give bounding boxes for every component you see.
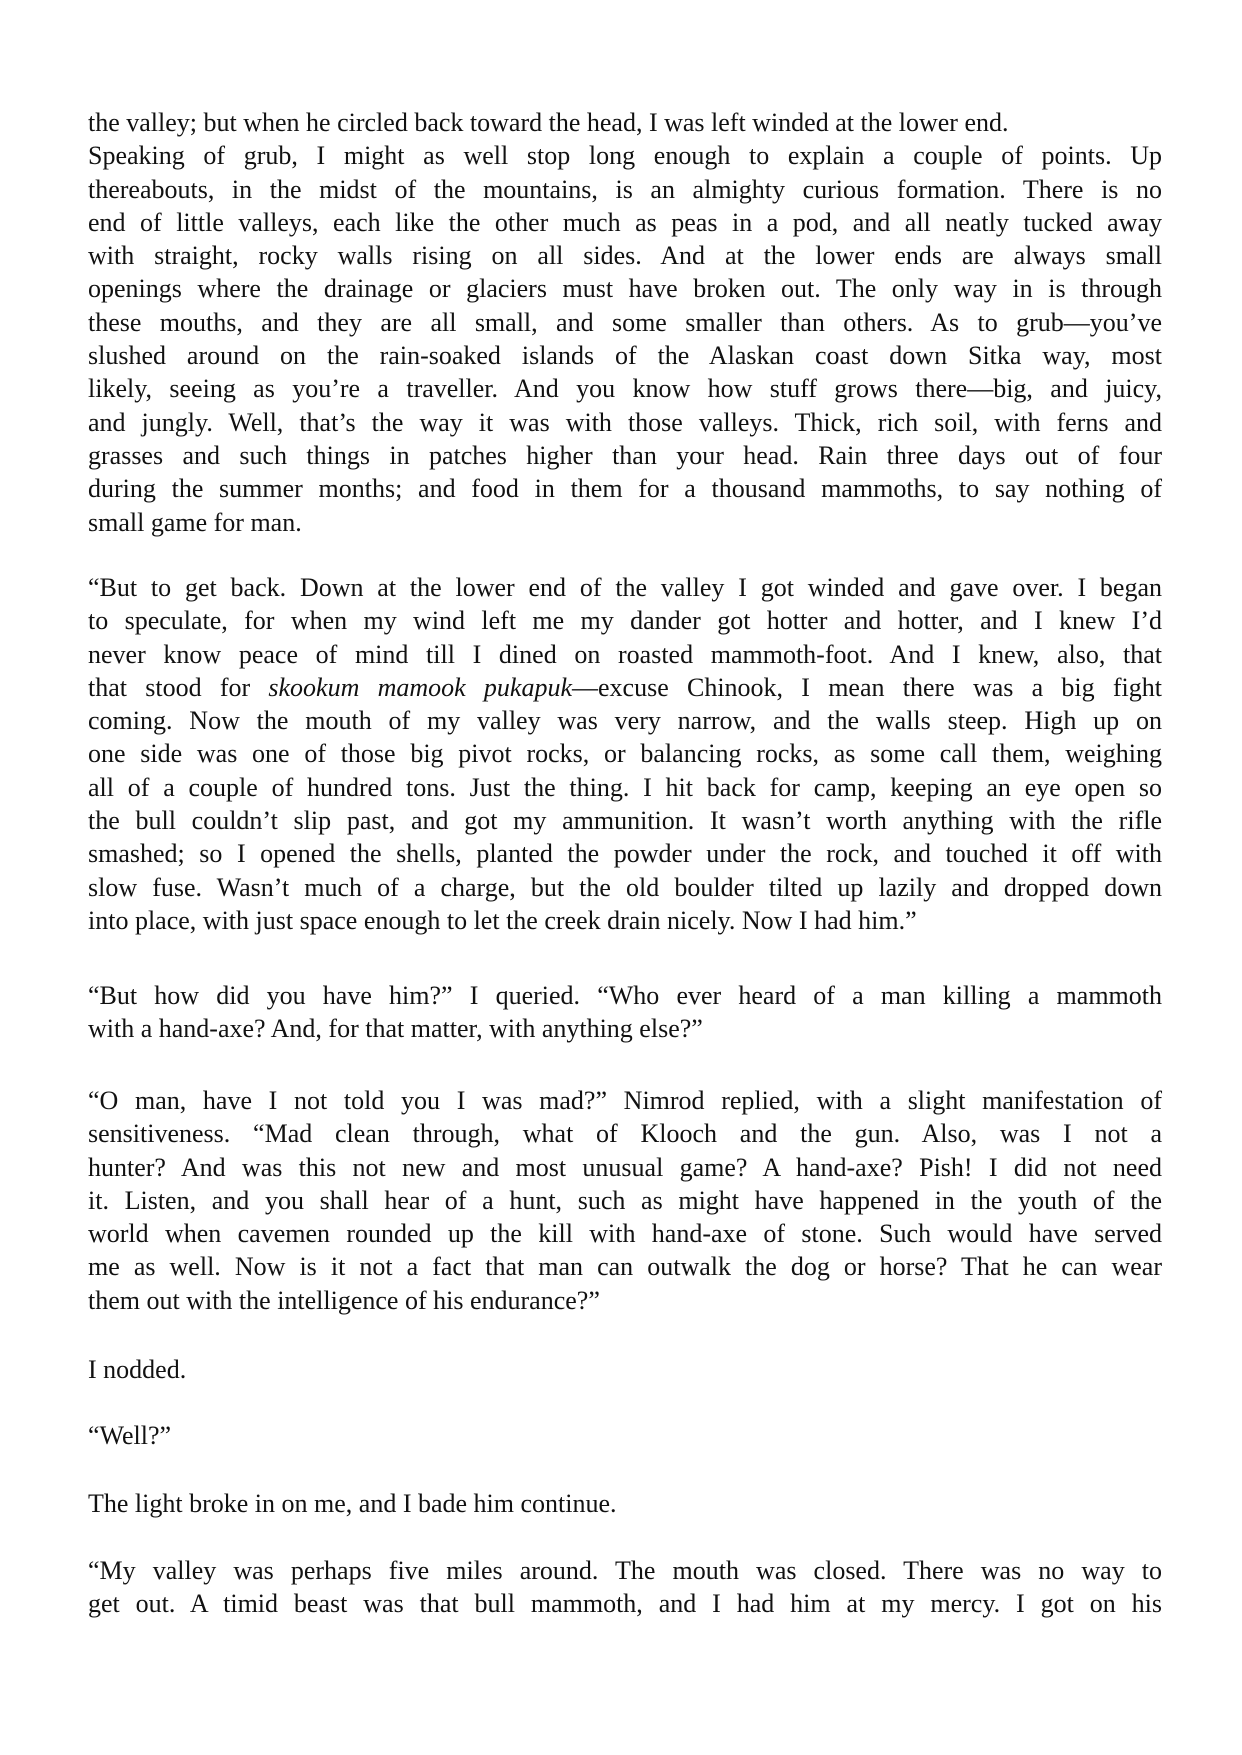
paragraph-4-line-3: hunter? And was this not new and most unusual game? A hand-axe? Pish! I did not need bbox=[88, 1152, 1162, 1182]
chinook-phrase: skookum mamook pukapuk bbox=[268, 672, 573, 702]
paragraph-6-text: “Well?” bbox=[88, 1421, 172, 1450]
paragraph-2-line-8: the bull couldn’t slip past, and got my ammunition. It wasn’t worth anything with the rifle bbox=[88, 806, 1162, 836]
paragraph-4-line-6: me as well. Now is it not a fact that man can outwalk the dog or horse? That he can wear bbox=[88, 1252, 1162, 1282]
paragraph-1-line-13: small game for man. bbox=[88, 507, 302, 537]
paragraph-4-line-1: “O man, have I not told you I was mad?” Nimrod replied, with a slight manifestation of bbox=[88, 1086, 1162, 1115]
paragraph-4-line-2: sensitiveness. “Mad clean through, what of Klooch and the gun. Also, was I not a bbox=[88, 1119, 1162, 1149]
paragraph-2-line-9: smashed; so I opened the shells, planted the powder under the rock, and touched it off with bbox=[88, 839, 1162, 869]
paragraph-7 bbox=[88, 1487, 1162, 1520]
paragraph-3-line-2: with a hand-axe? And, for that matter, with anything else?” bbox=[88, 1014, 703, 1044]
paragraph-8 bbox=[88, 1554, 1162, 1621]
paragraph-5 bbox=[88, 1353, 1162, 1386]
paragraph-1 bbox=[88, 106, 1162, 539]
paragraph-1-line-4: end of little valleys, each like the other much as peas in a pod, and all neatly tucked away bbox=[88, 207, 1162, 237]
paragraph-2-line-4 bbox=[88, 671, 1162, 704]
paragraph-1-line-2: Speaking of grub, I might as well stop long enough to explain a couple of points. Up bbox=[88, 141, 1162, 171]
paragraph-1-line-3: thereabouts, in the midst of the mountains, is an almighty curious formation. There is no bbox=[88, 174, 1162, 204]
paragraph-8-line-1: “My valley was perhaps five miles around. The mouth was closed. There was no way to bbox=[88, 1556, 1162, 1585]
paragraph-2-line-10: slow fuse. Wasn’t much of a charge, but the old boulder tilted up lazily and dropped down bbox=[88, 872, 1162, 902]
paragraph-1-line-8: slushed around on the rain-soaked islands of the Alaskan coast down Sitka way, most bbox=[88, 341, 1162, 371]
paragraph-2-line-7: all of a couple of hundred tons. Just the thing. I hit back for camp, keeping an eye open so bbox=[88, 772, 1162, 802]
paragraph-2-line-5: coming. Now the mouth of my valley was very narrow, and the walls steep. High up on bbox=[88, 706, 1162, 736]
paragraph-2-line-6: one side was one of those big pivot rocks, or balancing rocks, as some call them, weighing bbox=[88, 739, 1162, 769]
paragraph-8-line-2: get out. A timid beast was that bull mammoth, and I had him at my mercy. I got on his bbox=[88, 1589, 1162, 1619]
paragraph-1-line-11: grasses and such things in patches higher than your head. Rain three days out of four bbox=[88, 440, 1162, 470]
paragraph-2-line-11: into place, with just space enough to let the creek drain nicely. Now I had him.” bbox=[88, 905, 917, 935]
paragraph-1-line-5: with straight, rocky walls rising on all sides. And at the lower ends are always small bbox=[88, 241, 1162, 271]
paragraph-1-line-6: openings where the drainage or glaciers must have broken out. The only way in is through bbox=[88, 274, 1162, 304]
paragraph-2-line-1: “But to get back. Down at the lower end of the valley I got winded and gave over. I began bbox=[88, 573, 1162, 602]
paragraph-1-line-1: the valley; but when he circled back toward the head, I was left winded at the lower end. bbox=[88, 108, 1009, 137]
paragraph-3-line-1: “But how did you have him?” I queried. “Who ever heard of a man killing a mammoth bbox=[88, 981, 1162, 1010]
paragraph-1-line-12: during the summer months; and food in them for a thousand mammoths, to say nothing of bbox=[88, 474, 1162, 504]
paragraph-1-line-7: these mouths, and they are all small, and some smaller than others. As to grub—you’ve bbox=[88, 307, 1162, 337]
paragraph-4-line-4: it. Listen, and you shall hear of a hunt, such as might have happened in the youth of the bbox=[88, 1185, 1162, 1215]
paragraph-1-line-9: likely, seeing as you’re a traveller. And you know how stuff grows there—big, and juicy, bbox=[88, 374, 1162, 404]
paragraph-2-line-2: to speculate, for when my wind left me my dander got hotter and hotter, and I knew I’d bbox=[88, 606, 1162, 636]
paragraph-3 bbox=[88, 979, 1162, 1046]
paragraph-2 bbox=[88, 571, 1162, 937]
paragraph-7-text: The light broke in on me, and I bade him continue. bbox=[88, 1489, 617, 1518]
paragraph-4 bbox=[88, 1084, 1162, 1317]
paragraph-2-line-3: never know peace of mind till I dined on roasted mammoth-foot. And I knew, also, that bbox=[88, 639, 1162, 669]
paragraph-4-line-7: them out with the intelligence of his endurance?” bbox=[88, 1285, 600, 1315]
paragraph-2-line-4-post: —excuse Chinook, I mean there was a big fight bbox=[572, 672, 1162, 702]
paragraph-2-line-4-pre: that stood for bbox=[88, 672, 269, 702]
paragraph-1-line-10: and jungly. Well, that’s the way it was with those valleys. Thick, rich soil, with ferns and bbox=[88, 407, 1162, 437]
paragraph-4-line-5: world when cavemen rounded up the kill with hand-axe of stone. Such would have served bbox=[88, 1219, 1162, 1249]
paragraph-6 bbox=[88, 1419, 1162, 1452]
paragraph-5-text: I nodded. bbox=[88, 1355, 187, 1384]
